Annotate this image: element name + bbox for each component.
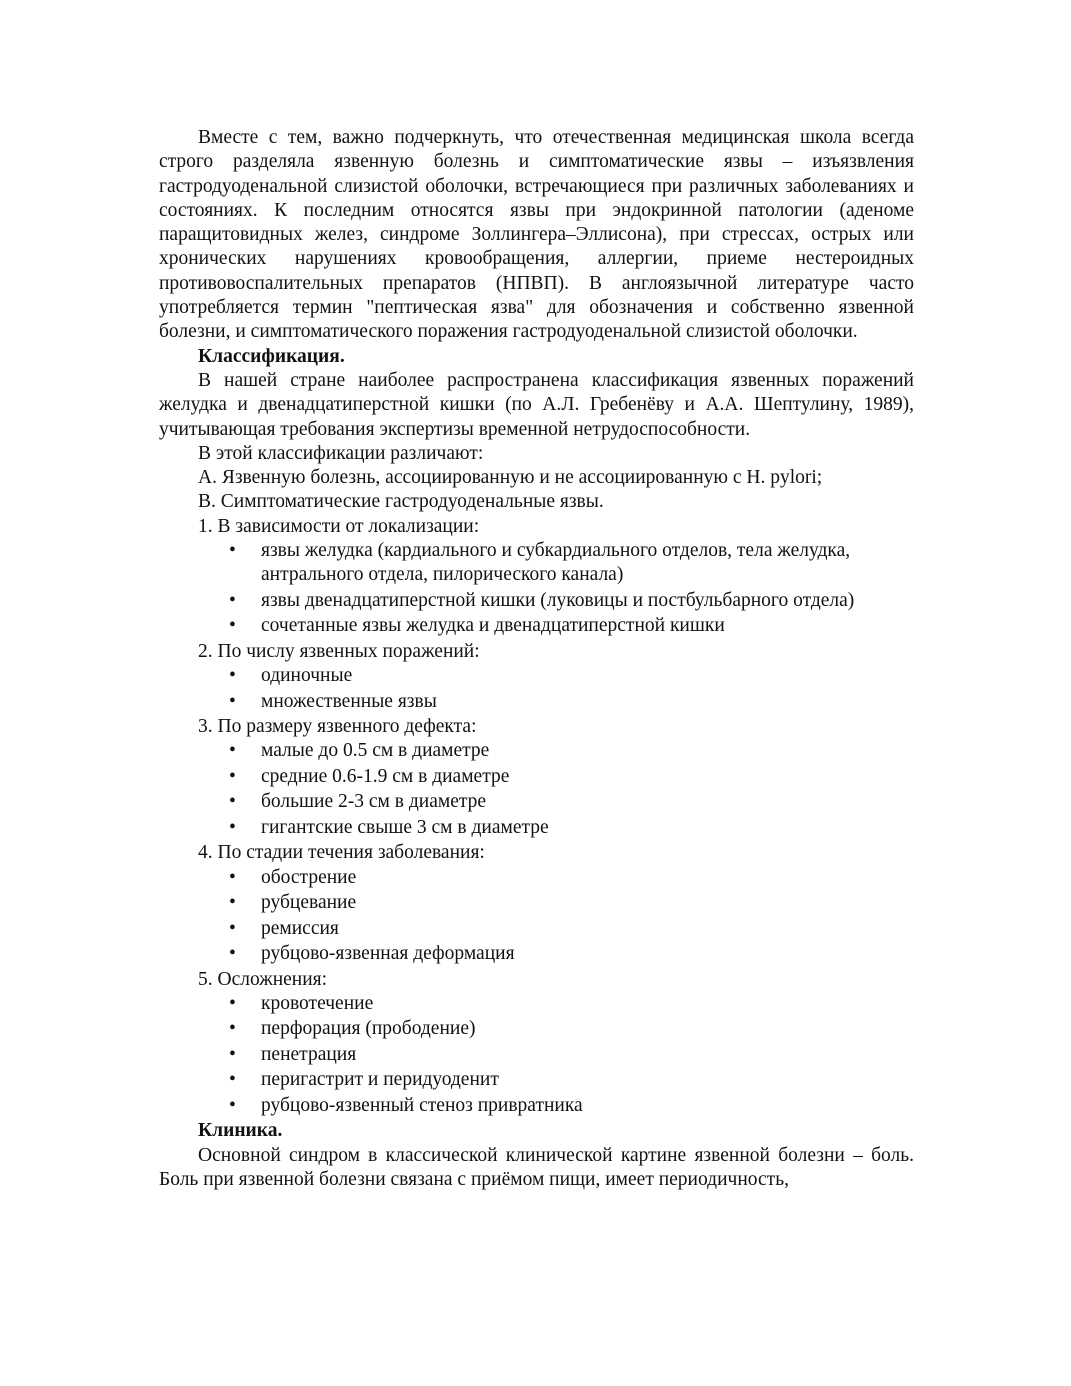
bullet-list (159, 539, 914, 639)
list-item-text: язвы двенадцатиперстной кишки (луковицы и постбульбарного отдела) (261, 589, 855, 611)
list-item-text: множественные язвы (261, 690, 437, 712)
bullet-icon: • (229, 892, 236, 914)
list-item-text: перигастрит и перидуоденит (261, 1069, 499, 1091)
group-title: 3. По размеру язвенного дефекта: (198, 716, 477, 738)
list-item (159, 992, 914, 1016)
list-item (159, 942, 914, 966)
list-item-text: рубцевание (261, 892, 357, 914)
classification-line-b: В. Симптоматические гастродуоденальные язвы. (198, 491, 604, 513)
list-item (159, 614, 914, 638)
classification-group-5 (159, 968, 914, 1119)
list-item-text: сочетанные язвы желудка и двенадцатиперстной кишки (261, 615, 725, 637)
classification-group-4 (159, 841, 914, 966)
group-title: 1. В зависимости от локализации: (198, 515, 480, 537)
list-item (159, 1094, 914, 1118)
classification-paragraph: В нашей стране наиболее распространена классификация язвенных поражений желудка и двенадцатиперстной кишки (по А.Л. Гребенёву и А.А. Шептулину, 1989), учитывающая требования экспертизы временной нетрудоспособности. (159, 369, 914, 440)
document-page (159, 126, 914, 1192)
clinic-heading: Клиника. (198, 1120, 283, 1142)
clinic-paragraph: Основной синдром в классической клинической картине язвенной болезни – боль. Боль при язвенной болезни связана с приёмом пищи, имеет периодичность, (159, 1144, 914, 1190)
list-item (159, 1043, 914, 1067)
bullet-icon: • (229, 615, 236, 637)
list-item (159, 739, 914, 763)
list-item-text: малые до 0.5 см в диаметре (261, 740, 490, 762)
bullet-icon: • (229, 943, 236, 965)
list-item (159, 589, 914, 613)
list-item (159, 664, 914, 688)
bullet-icon: • (229, 992, 236, 1014)
list-item (159, 1068, 914, 1092)
group-title: 4. По стадии течения заболевания: (198, 842, 485, 864)
bullet-icon: • (229, 917, 236, 939)
list-item-text: язвы желудка (кардиального и субкардиального отделов, тела желудка, антрального отдела, пилорического канала) (261, 540, 851, 586)
list-item (159, 790, 914, 814)
list-item-text: рубцово-язвенный стеноз привратника (261, 1094, 583, 1116)
bullet-icon: • (229, 791, 236, 813)
classification-line-a: А. Язвенную болезнь, ассоциированную и не ассоциированную с H. pylori; (198, 467, 823, 489)
list-item (159, 539, 914, 588)
list-item (159, 816, 914, 840)
bullet-icon: • (229, 1018, 236, 1040)
bullet-icon: • (229, 540, 236, 562)
bullet-icon: • (229, 1094, 236, 1116)
list-item-text: пенетрация (261, 1043, 357, 1065)
list-item-text: ремиссия (261, 917, 339, 939)
classification-intro-line: В этой классификации различают: (198, 442, 484, 464)
list-item-text: средние 0.6-1.9 см в диаметре (261, 765, 510, 787)
classification-group-1 (159, 515, 914, 639)
list-item-text: большие 2-3 см в диаметре (261, 791, 487, 813)
bullet-list (159, 992, 914, 1118)
bullet-icon: • (229, 866, 236, 888)
list-item-text: рубцово-язвенная деформация (261, 943, 515, 965)
list-item-text: одиночные (261, 665, 353, 687)
list-item (159, 1017, 914, 1041)
bullet-icon: • (229, 690, 236, 712)
bullet-icon: • (229, 1043, 236, 1065)
bullet-icon: • (229, 765, 236, 787)
intro-paragraph: Вместе с тем, важно подчеркнуть, что отечественная медицинская школа всегда строго разделяла язвенную болезнь и симптоматические язвы – изъязвления гастродуоденальной слизистой оболочки, встречающиеся при различных заболеваниях и состояниях. К последним относятся язвы при эндокринной патологии (аденоме паращитовидных желез, синдроме Золлингера–Эллисона), при стрессах, острых или хронических нарушениях кровообращения, аллергии, приеме нестероидных противовоспалительных препаратов (НПВП). В англоязычной литературе часто употребляется термин "пептическая язва" для обозначения и собственно язвенной болезни, и симптоматического поражения гастродуоденальной слизистой оболочки. (159, 127, 914, 343)
bullet-icon: • (229, 816, 236, 838)
bullet-list (159, 866, 914, 967)
classification-heading: Классификация. (198, 345, 345, 367)
list-item-text: гигантские свыше 3 см в диаметре (261, 816, 549, 838)
list-item (159, 866, 914, 890)
group-title: 2. По числу язвенных поражений: (198, 640, 480, 662)
bullet-icon: • (229, 1069, 236, 1091)
classification-group-2 (159, 640, 914, 714)
list-item (159, 891, 914, 915)
list-item-text: перфорация (прободение) (261, 1018, 476, 1040)
list-item-text: обострение (261, 866, 357, 888)
list-item (159, 917, 914, 941)
bullet-icon: • (229, 589, 236, 611)
list-item-text: кровотечение (261, 992, 374, 1014)
classification-group-3 (159, 715, 914, 840)
bullet-icon: • (229, 665, 236, 687)
group-title: 5. Осложнения: (198, 968, 328, 990)
bullet-list (159, 739, 914, 840)
list-item (159, 690, 914, 714)
bullet-icon: • (229, 740, 236, 762)
list-item (159, 765, 914, 789)
bullet-list (159, 664, 914, 714)
